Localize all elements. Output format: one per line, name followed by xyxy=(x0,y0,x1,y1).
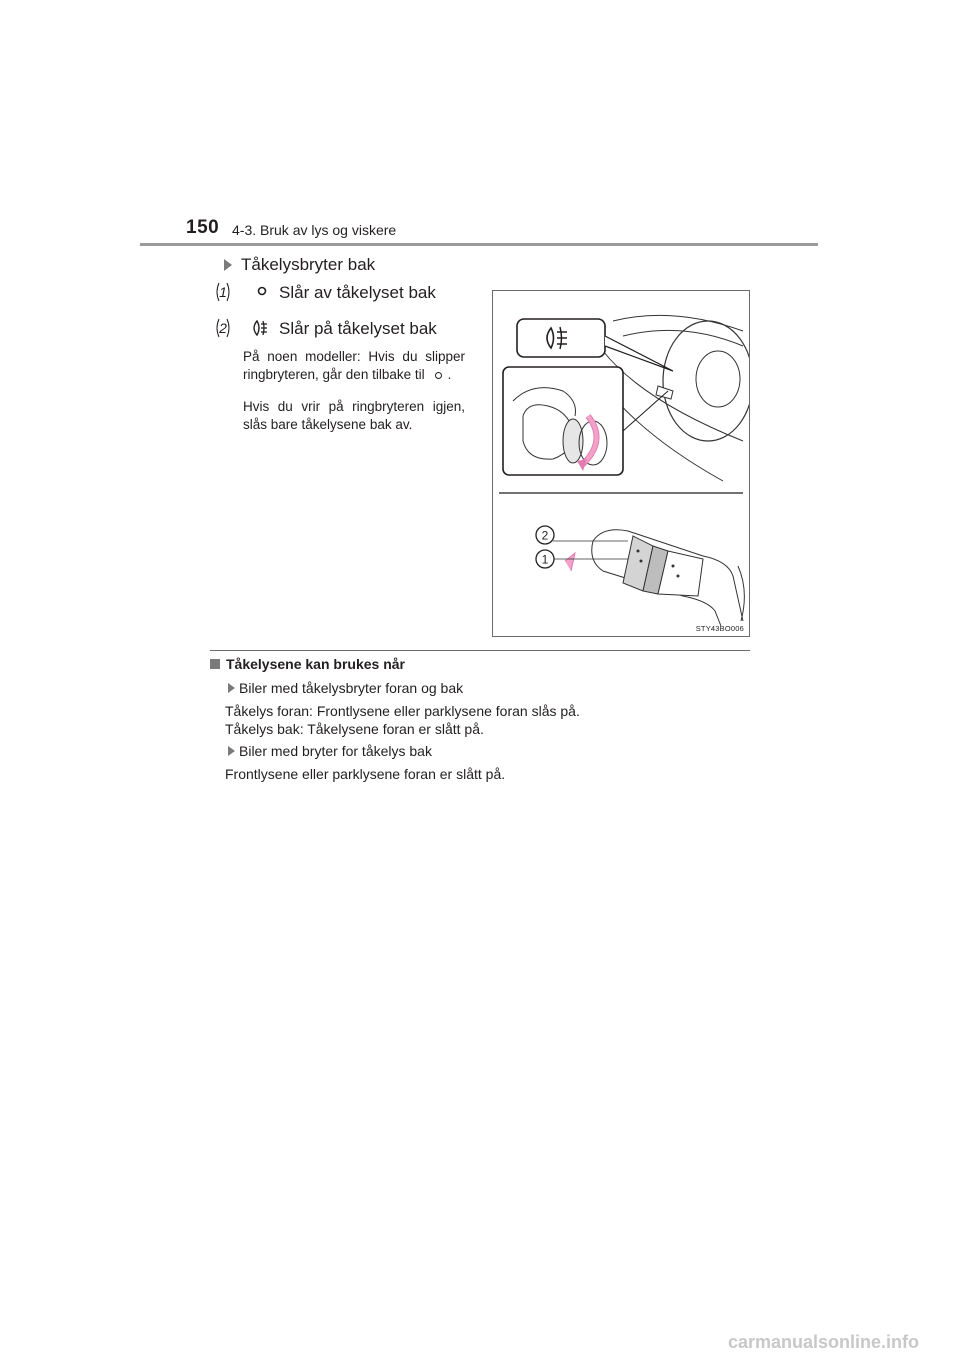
item-on-label: Slår på tåkelyset bak xyxy=(279,319,437,338)
item-off-label: Slår av tåkelyset bak xyxy=(279,283,436,302)
section-title: 4-3. Bruk av lys og viskere xyxy=(232,222,397,238)
item-number-1: 1 xyxy=(214,282,236,304)
off-position-circle-icon xyxy=(236,282,276,304)
rear-fog-subheading-text: Tåkelysbryter bak xyxy=(241,255,376,274)
watermark: carmanualsonline.info xyxy=(728,1332,920,1352)
triangle-bullet-icon xyxy=(228,683,235,693)
para-front-and-rear: Tåkelys foran: Frontlysene eller parklysene foran slås på. Tåkelys bak: Tåkelysene foran er slått på. xyxy=(225,703,580,737)
square-bullet-icon xyxy=(210,659,220,669)
callout-1: 1 xyxy=(541,552,549,567)
content-divider xyxy=(210,650,750,651)
info-heading-text: Tåkelysene kan brukes når xyxy=(226,656,405,672)
rear-fog-subheading xyxy=(224,255,375,275)
page-number: 150 xyxy=(186,217,220,238)
rear-fog-switch-illustration xyxy=(492,290,750,637)
bullet-front-and-rear: Biler med tåkelysbryter foran og bak xyxy=(228,680,463,696)
header-divider xyxy=(140,243,818,246)
note-turn-again: Hvis du vrir på ringbryteren igjen, slås bare tåkelysene bak av. xyxy=(243,399,465,433)
item-on xyxy=(214,318,437,340)
triangle-bullet-icon xyxy=(228,746,235,756)
switch-drawing xyxy=(493,291,749,636)
callout-2: 2 xyxy=(541,528,549,543)
info-heading xyxy=(210,656,405,672)
bullet-rear-only: Biler med bryter for tåkelys bak xyxy=(228,743,432,759)
note-release: På noen modeller: Hvis du slipper ringbryteren, går den tilbake til . xyxy=(243,349,465,383)
rear-fog-light-icon xyxy=(236,318,276,340)
figure-code: STY43BO006 xyxy=(695,624,744,633)
para-rear-only: Frontlysene eller parklysene foran er slått på. xyxy=(225,766,506,782)
off-position-circle-icon xyxy=(435,372,442,379)
triangle-bullet-icon xyxy=(224,259,232,271)
item-number-2: 2 xyxy=(214,318,236,340)
item-off xyxy=(214,282,436,304)
